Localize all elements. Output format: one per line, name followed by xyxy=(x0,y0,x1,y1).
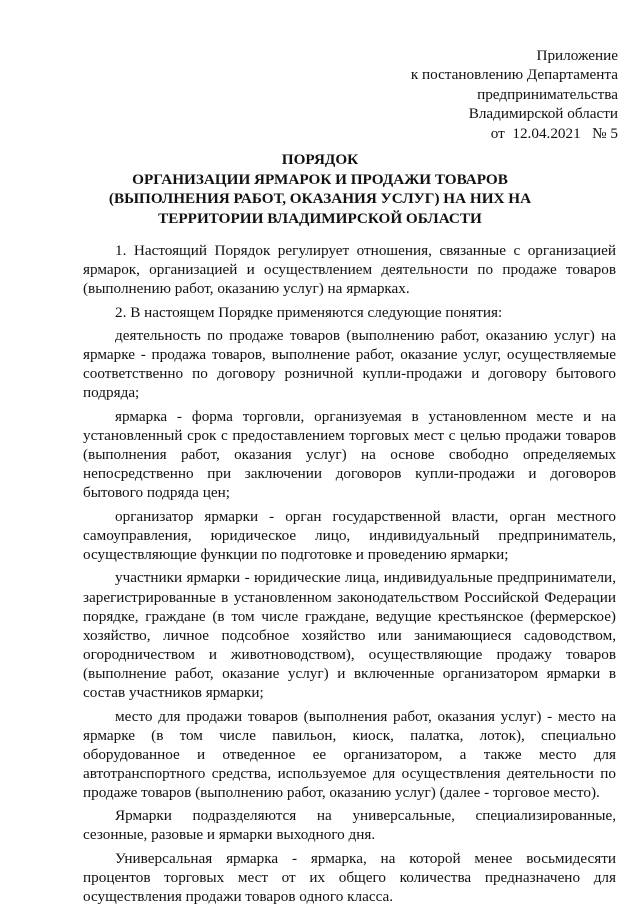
paragraph-fair-types: Ярмарки подразделяются на универсальные, специализированные, сезонные, разовые и ярмарки выходного дня. xyxy=(83,807,616,844)
definition-participants: участники ярмарки - юридические лица, индивидуальные предприниматели, зарегистрированные в установленном законодательством Российской Федерации порядке, граждане (в том числе граждане, ведущие крестьянское (фермерское) хозяйство, личное подсобное хозяйство или занимающиеся садоводством, огородничеством и животноводством), осуществляющие продажу товаров (выполнение работ, оказание услуг) и включенные организатором ярмарки в состав участников ярмарки; xyxy=(83,569,616,702)
definition-trade-activity: деятельность по продаже товаров (выполнению работ, оказанию услуг) на ярмарке - продажа товаров, выполнение работ, оказание услуг, осуществляемые соответственно по договору розничной купли-продажи и договору бытового подряда; xyxy=(83,327,616,402)
definition-trade-place: место для продажи товаров (выполнения работ, оказания услуг) - место на ярмарке (в том числе павильон, киоск, палатка, лоток), специально оборудованное и отведенное ее организатором, а также место для автотранспортного средства, используемое для осуществления деятельности по продаже товаров (выполнению работ, оказанию услуг) (далее - торговое место). xyxy=(83,707,616,801)
appendix-line-3: предпринимательства xyxy=(477,85,618,103)
appendix-block xyxy=(411,46,618,143)
paragraph-2: 2. В настоящем Порядке применяются следующие понятия: xyxy=(115,303,503,321)
title-heading: ПОРЯДОК xyxy=(281,151,359,168)
definition-fair: ярмарка - форма торговли, организуемая в установленном месте и на установленный срок с предоставлением торговых мест с целью продажи товаров (выполнения работ, оказания услуг) на основе свободно определяемых непосредственно при заключении договоров купли-продажи и договоров бытового подряда цен; xyxy=(83,407,616,502)
appendix-line-4: Владимирской области xyxy=(468,105,618,123)
appendix-date-number: от 12.04.2021 № 5 xyxy=(490,124,618,142)
title-subheading: ОРГАНИЗАЦИИ ЯРМАРОК И ПРОДАЖИ ТОВАРОВ (ВЫПОЛНЕНИЯ РАБОТ, ОКАЗАНИЯ УСЛУГ) НА НИХ НА ТЕРРИТОРИИ ВЛАДИМИРСКОЙ ОБЛАСТИ xyxy=(108,170,532,227)
paragraph-universal-fair: Универсальная ярмарка - ярмарка, на которой менее восьмидесяти процентов торговых мест от их общего количества предназначено для осуществления продажи товаров одного класса. xyxy=(83,849,616,906)
document-body xyxy=(83,241,616,906)
paragraph-1: 1. Настоящий Порядок регулирует отношения, связанные с организацией ярмарок, организацией и осуществлением деятельности по продаже товаров (выполнению работ, оказанию услуг) на ярмарках. xyxy=(83,242,616,298)
definition-organizer: организатор ярмарки - орган государственной власти, орган местного самоуправления, юридическое лицо, индивидуальный предприниматель, осуществляющие функции по подготовке и проведению ярмарки; xyxy=(83,507,616,563)
appendix-line-2: к постановлению Департамента xyxy=(410,66,618,84)
document-title xyxy=(70,150,570,228)
appendix-line-1: Приложение xyxy=(536,47,618,64)
